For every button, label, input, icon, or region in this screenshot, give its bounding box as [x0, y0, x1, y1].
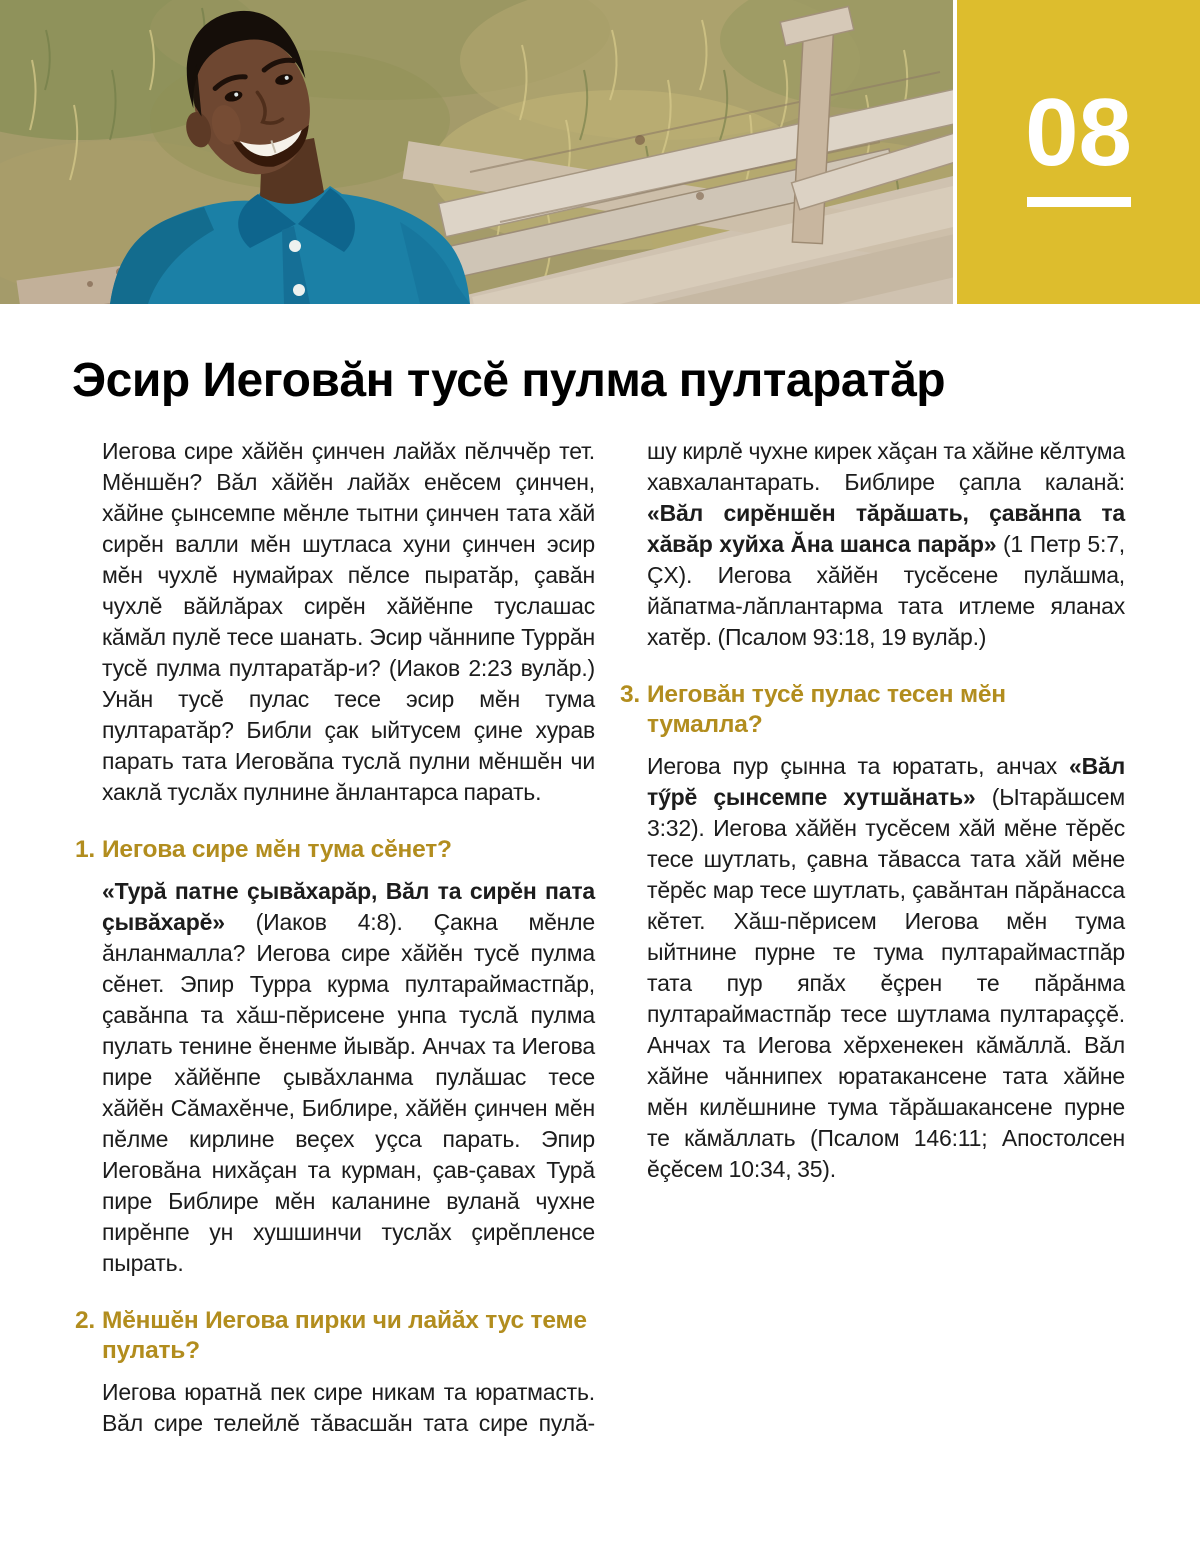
paragraph-2-part-2 [620, 436, 1125, 653]
paragraph-1-text: (Иаков 4:8). Çакна мĕнле ăнланмалла? Иегова сире хăйĕн тусĕ пулма сĕнет. Эпир Турра курма пултараймастпăр, çавăнпа та хăш-пĕрисене унпа туслă пулма пулать тенине ĕненме йывăр. Анчах та Иегова пире хăйĕнпе çывăхланма пулăшас тесе хăйĕн Сăмахĕнче, Библире, хăйĕн çинчен мĕн пĕлме кирлине веçех уçса парать. Эпир Иеговăна нихăçан та курман, çав-çавах Турă пире Библире мĕн каланине вуланă чухне пирĕнпе ун хушшинчи туслăх çирĕпленсе пырать. [102, 909, 595, 1277]
question-2-title: Мĕншĕн Иегова пирки чи лайăх тус теме пулать? [102, 1307, 587, 1365]
question-3-heading [620, 680, 1125, 740]
lesson-number: 08 [1025, 79, 1132, 186]
hero-photo [0, 0, 953, 304]
scripture-quote-3: «Вăл тӳрĕ çынсемпе хутшăнать» [647, 753, 1125, 811]
paragraph-1 [75, 876, 595, 1279]
badge-underline [1027, 197, 1131, 207]
scripture-quote-2: «Вăл сирĕншĕн тăрăшать, çавăнпа та хăвăр хуйха Ăна шанса парăр» [647, 500, 1125, 558]
question-1-number: 1. [75, 836, 96, 864]
article-body [75, 436, 1125, 1439]
paragraph-2-text-post: (1 Петр 5:7, ÇХ). Иегова хăйĕн тусĕсене пулăшма, йăпатма-лăплантарма тата итлеме яланах хатĕр. (Псалом 93:18, 19 вулăр.) [647, 531, 1125, 651]
question-2-number: 2. [75, 1307, 96, 1335]
lesson-number-badge [957, 0, 1200, 304]
hero-photo-illustration [0, 0, 953, 304]
article-title: Эсир Иеговăн тусĕ пулма пултаратăр [72, 354, 946, 407]
question-1-heading [75, 835, 595, 865]
column-right [620, 436, 1125, 1439]
paragraph-2-text-pre: шу кирлĕ чухне кирек хăçан та хăйне кĕлтума хавхалантарать. Библире çапла каланă: [647, 438, 1125, 496]
paragraph-3-text-post: (Ытарăшсем 3:32). Иегова хăйĕн тусĕсем хăй мĕне тĕрĕс тесе шутлать, çавна тăвасса тата хăй мĕне тĕрĕс мар тесе шутлать, çавăнтан пăрăнасса кĕтет. Хăш-пĕрисем Иегова мĕн тума ыйтнине пурне те тума пултараймастпăр тата пур япăх ĕçрен те пăрăнма пултараймастпăр тесе шутлама пултараççĕ. Анчах та Иегова хĕрхенекен кăмăллă. Вăл хăйне чăннипех юратакансене тата хăйне мĕн килĕшнине тума тăрăшакансене пурне те кăмăллать (Псалом 146:11; Апостолсен ĕçĕсем 10:34, 35). [647, 784, 1125, 1183]
question-2-heading [75, 1306, 595, 1366]
question-3-title: Иеговăн тусĕ пулас тесен мĕн тумалла? [647, 681, 1006, 739]
hero-header [0, 0, 1200, 304]
question-1-title: Иегова сире мĕн тума сĕнет? [102, 836, 452, 864]
scripture-quote-1: «Турă патне çывăхарăр, Вăл та сирĕн пата çывăхарĕ» [102, 878, 595, 936]
question-3-number: 3. [620, 681, 641, 709]
paragraph-2-part-1: Иегова юратнă пек сире никам та юратмасть. Вăл сире телейлĕ тăвасшăн тата сире пулă- [102, 1379, 595, 1437]
intro-paragraph: Иегова сире хăйĕн çинчен лайăх пĕлччĕр тет. Мĕншĕн? Вăл хăйĕн лайăх енĕсем çинчен, хăйне çынсемпе мĕнле тытни çинчен тата хăй сирĕн валли мĕн шутласа хуни çинчен эсир мĕн чухлĕ нумайрах пĕлсе пыратăр, çавăн чухлĕ вăйлăрах сирĕн хăйĕнпе туслашас кăмăл пулĕ тесе шанать. Эсир чăннипе Туррăн тусĕ пулма пултаратăр-и? (Иаков 2:23 вулăр.) Унăн тусĕ пулас тесе эсир мĕн тума пултаратăр? Библи çак ыйтусем çине хурав парать тата Иеговăпа туслă пулни мĕншĕн чи хаклă туслăх пулнине ăнлантарса парать. [102, 438, 595, 806]
column-left [75, 436, 595, 1439]
paragraph-3-text-pre: Иегова пур çынна та юратать, анчах [647, 753, 1069, 780]
paragraph-3 [620, 751, 1125, 1185]
